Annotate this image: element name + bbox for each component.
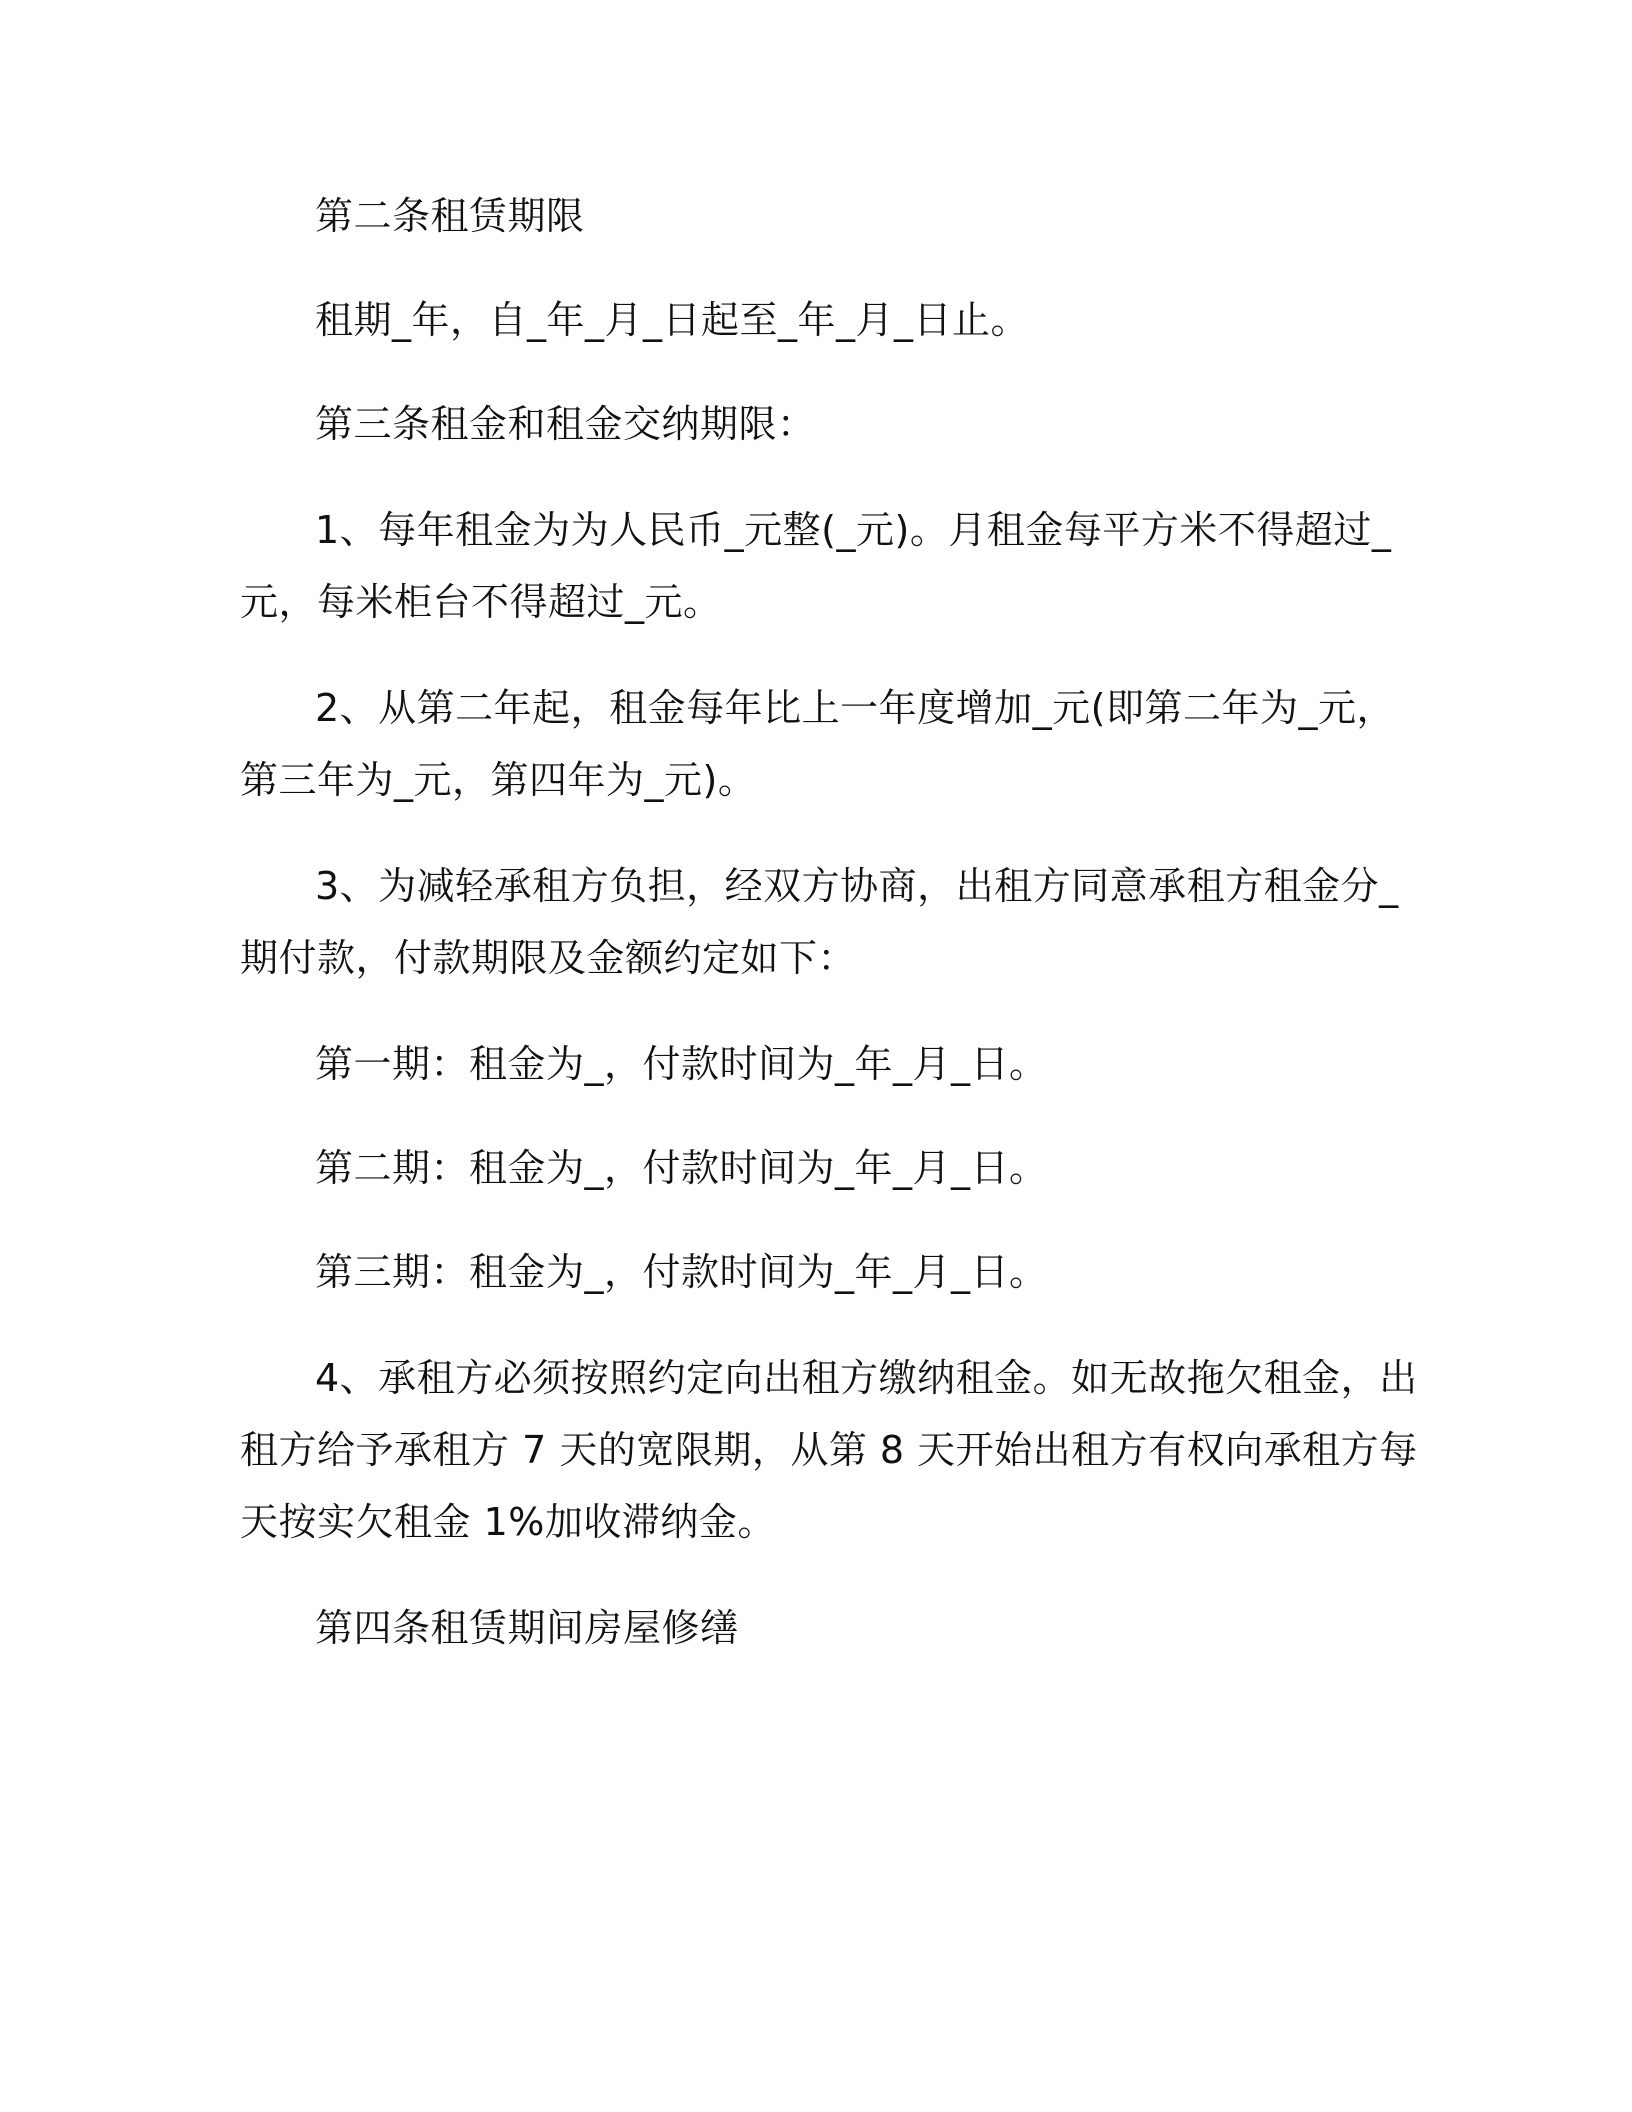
item-2-line-2: 第三年为_元，第四年为_元)。 [240, 758, 757, 802]
lease-term-text: 租期_年，自_年_月_日起至_年_月_日止。 [315, 298, 1030, 342]
item-4-line-3: 天按实欠租金 1%加收滞纳金。 [240, 1500, 776, 1544]
item-2-line-1: 2、从第二年起，租金每年比上一年度增加_元(即第二年为_元， [315, 686, 1396, 730]
item-3-line-2: 期付款，付款期限及金额约定如下： [240, 936, 857, 980]
item-3-line-1: 3、为减轻承租方负担，经双方协商，出租方同意承租方租金分_ [315, 864, 1399, 908]
item-4-line-2: 租方给予承租方 7 天的宽限期，从第 8 天开始出租方有权向承租方每 [240, 1428, 1418, 1472]
installment-3: 第三期：租金为_，付款时间为_年_月_日。 [315, 1250, 1048, 1294]
item-4-line-1: 4、承租方必须按照约定向出租方缴纳租金。如无故拖欠租金，出 [315, 1356, 1418, 1400]
article-4-heading: 第四条租赁期间房屋修缮 [315, 1606, 739, 1650]
item-1-line-1: 1、每年租金为为人民币_元整(_元)。月租金每平方米不得超过_ [315, 508, 1392, 552]
article-2-heading: 第二条租赁期限 [315, 194, 585, 238]
article-3-heading: 第三条租金和租金交纳期限： [315, 402, 816, 446]
installment-2: 第二期：租金为_，付款时间为_年_月_日。 [315, 1146, 1048, 1190]
installment-1: 第一期：租金为_，付款时间为_年_月_日。 [315, 1042, 1048, 1086]
item-1-line-2: 元，每米柜台不得超过_元。 [240, 580, 722, 624]
